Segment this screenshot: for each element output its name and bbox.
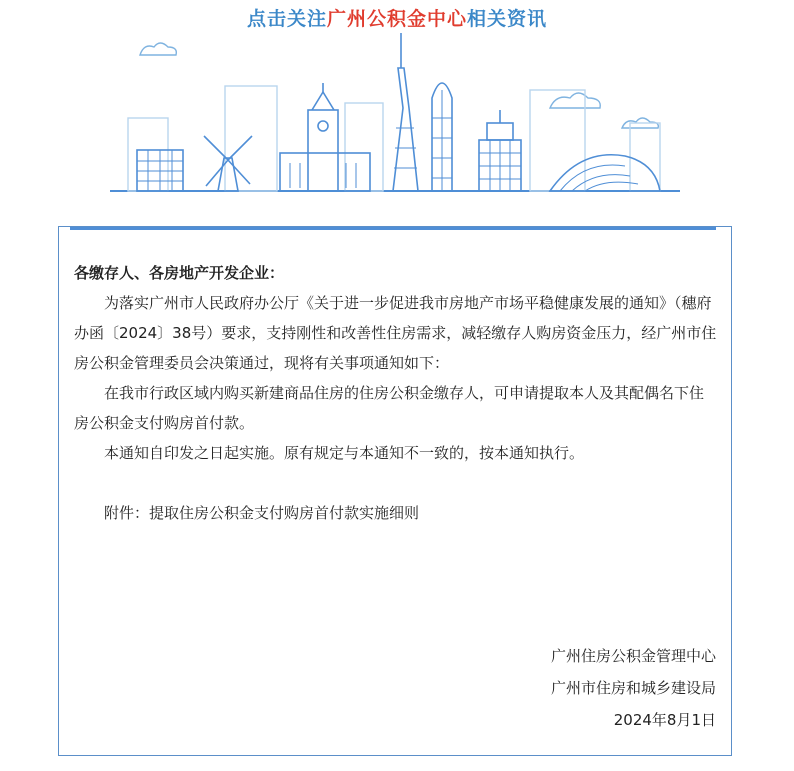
cloud-icon bbox=[140, 43, 176, 55]
notice-attachment[interactable]: 附件：提取住房公积金支付购房首付款实施细则 bbox=[104, 504, 420, 522]
city-skyline-illustration bbox=[0, 28, 794, 198]
banner-title[interactable] bbox=[0, 4, 794, 31]
notice-greeting: 各缴存人、各房地产开发企业： bbox=[74, 264, 285, 282]
banner-title-suffix: 相关资讯 bbox=[467, 8, 548, 30]
notice-paragraph-1: 为落实广州市人民政府办公厅《关于进一步促进我市房地产市场平稳健康发展的通知》（穗府办函〔2024〕38号）要求，支持刚性和改善性住房需求，减轻缴存人购房资金压力，经广州市住房公积金管理委员会决策通过，现将有关事项通知如下： bbox=[74, 294, 717, 372]
notice-paragraph-3: 本通知自印发之日起实施。原有规定与本通知不一致的，按本通知执行。 bbox=[104, 444, 585, 462]
banner-title-highlight: 广州公积金中心 bbox=[326, 8, 467, 30]
signature-org-2: 广州市住房和城乡建设局 bbox=[550, 679, 716, 697]
notice-paragraph-2: 在我市行政区域内购买新建商品住房的住房公积金缴存人，可申请提取本人及其配偶名下住房公积金支付购房首付款。 bbox=[74, 384, 705, 432]
signature-date: 2024年8月1日 bbox=[613, 711, 716, 729]
signature-org-1: 广州住房公积金管理中心 bbox=[550, 647, 716, 665]
cloud-icon bbox=[550, 93, 600, 108]
banner-title-prefix: 点击关注 bbox=[246, 8, 327, 30]
notice-body bbox=[74, 258, 718, 528]
notice-signature bbox=[551, 640, 716, 736]
